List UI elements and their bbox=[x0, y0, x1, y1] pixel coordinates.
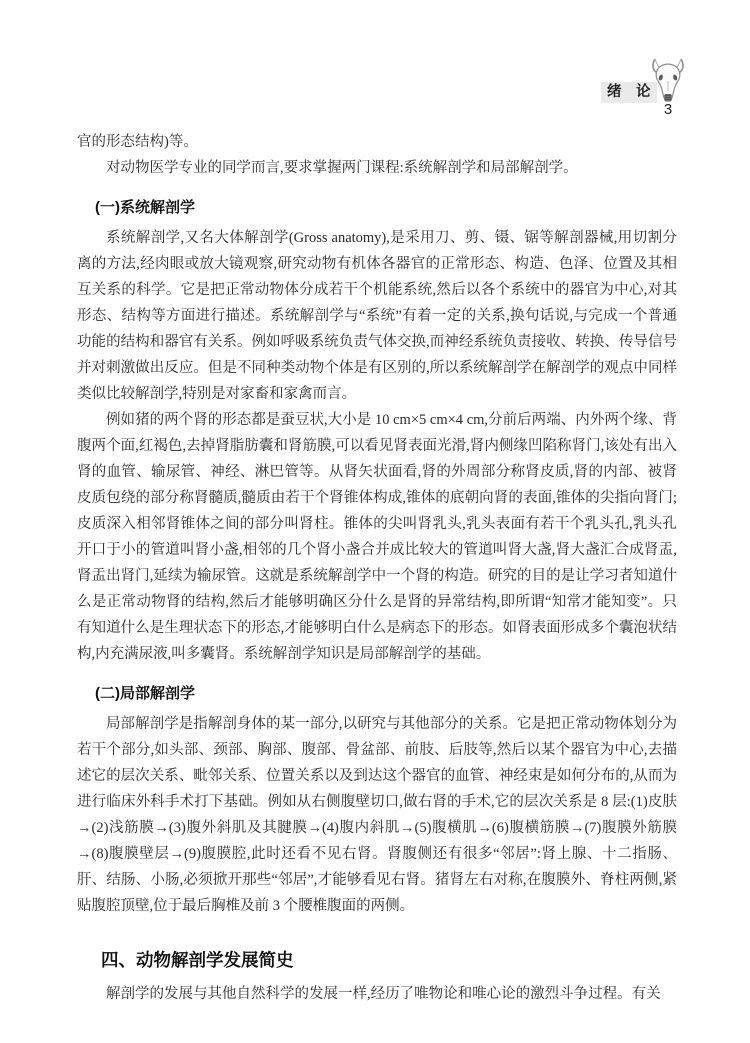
paragraph-systematic-anatomy-2: 例如猪的两个肾的形态都是蚕豆状,大小是 10 cm×5 cm×4 cm,分前后两端、内外两个缘、背腹两个面,红褐色,去掉肾脂肪囊和肾筋膜,可以看见肾表面光滑,肾内侧缘凹陷称肾门,该处有出入肾的血管、输尿管、神经、淋巴管等。从肾矢状面看,肾的外周部分称肾皮质,肾的内部、被肾皮质包绕的部分称肾髓质,髓质由若干个肾锥体构成,锥体的底朝向肾的表面,锥体的尖指向肾门;皮质深入相邻肾锥体之间的部分叫肾柱。锥体的尖叫肾乳头,乳头表面有若干个乳头孔,乳头孔开口于小的管道叫肾小盏,相邻的几个肾小盏合并成比较大的管道叫肾大盏,肾大盏汇合成肾盂,肾盂出肾门,延续为输尿管。这就是系统解剖学中一个肾的构造。研究的目的是让学习者知道什么是正常动物肾的结构,然后才能够明确区分什么是肾的异常结构,即所谓“知常才能知变”。只有知道什么是生理状态下的形态,才能够明白什么是病态下的形态。如肾表面形成多个囊泡状结构,内充满尿液,叫多囊肾。系统解剖学知识是局部解剖学的基础。 bbox=[77, 412, 677, 662]
paragraph-regional-anatomy-1: 局部解剖学是指解剖身体的某一部分,以研究与其他部分的关系。它是把正常动物体划分为若干个部分,如头部、颈部、胸部、腹部、骨盆部、前肢、后肢等,然后以某个器官为中心,去描述它的层次关系、毗邻关系、位置关系以及到达这个器官的血管、神经束是如何分布的,从而为进行临床外科手术打下基础。例如从右侧腹壁切口,做右肾的手术,它的层次关系是 8 层:(1)皮肤→(2)浅筋膜→(3)腹外斜肌及其腱膜→(4)腹内斜肌→(5)腹横肌→(6)腹横筋膜→(7)腹膜外筋膜→(8)腹膜壁层→(9)腹膜腔,此时还看不见右肾。肾腹侧还有很多“邻居”:肾上腺、十二指肠、肝、结肠、小肠,必须掀开那些“邻居”,才能够看见右肾。猪肾左右对称,在腹膜外、脊柱两侧,紧贴腹腔顶壁,位于最后胸椎及前 3 个腰椎腹面的两侧。 bbox=[77, 716, 677, 914]
paragraph-continuation: 官的形态结构)等。 bbox=[77, 134, 198, 150]
section-heading-systematic-anatomy: (一)系统解剖学 bbox=[95, 199, 195, 216]
page-body bbox=[77, 129, 677, 1007]
paragraph-intro: 对动物医学专业的同学而言,要求掌握两门课程:系统解剖学和局部解剖学。 bbox=[106, 160, 578, 176]
paragraph-history-1: 解剖学的发展与其他自然科学的发展一样,经历了唯物论和唯心论的激烈斗争过程。有关 bbox=[106, 986, 661, 1002]
section-heading-regional-anatomy: (二)局部解剖学 bbox=[95, 685, 195, 702]
chapter-running-title: 绪 论 bbox=[601, 82, 657, 103]
paragraph-systematic-anatomy-1: 系统解剖学,又名大体解剖学(Gross anatomy),是采用刀、剪、镊、锯等解剖器械,用切割分离的方法,经肉眼或放大镜观察,研究动物有机体各器官的正常形态、构造、色泽、位置及其相互关系的科学。它是把正常动物体分成若干个机能系统,然后以各个系统中的器官为中心,对其形态、结构等方面进行描述。系统解剖学与“系统”有着一定的关系,换句话说,与完成一个普通功能的结构和器官有关系。例如呼吸系统负责气体交换,而神经系统负责接收、转换、传导信号并对刺激做出反应。但是不同种类动物个体是有区别的,所以系统解剖学在解剖学的观点中同样类似比较解剖学,特别是对家畜和家禽而言。 bbox=[77, 230, 677, 402]
section-heading-history: 四、动物解剖学发展简史 bbox=[101, 950, 294, 970]
bull-skull-icon bbox=[649, 57, 687, 103]
page-number: 3 bbox=[663, 101, 673, 118]
